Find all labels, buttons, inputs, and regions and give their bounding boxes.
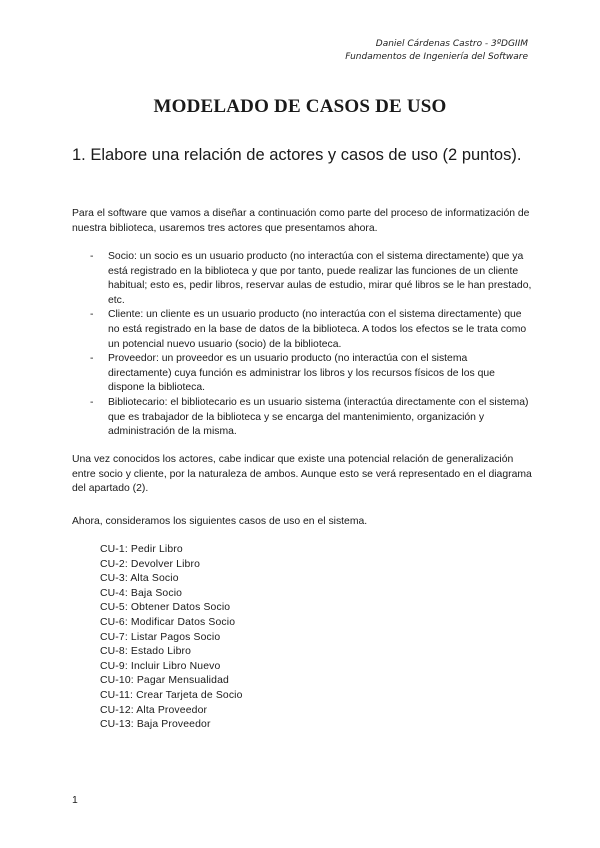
- section-heading: 1. Elabore una relación de actores y casos de uso (2 puntos).: [72, 146, 522, 164]
- use-cases-intro: Ahora, consideramos los siguientes casos de uso en el sistema.: [72, 516, 368, 527]
- intro-paragraph: Para el software que vamos a diseñar a continuación como parte del proceso de informatización de nuestra biblioteca, usaremos tres actores que presentamos ahora.: [72, 208, 530, 234]
- bullet-marker: -: [90, 251, 94, 262]
- header-author: Daniel Cárdenas Castro - 3ºDGIIM: [375, 39, 528, 49]
- list-item: [72, 352, 532, 396]
- list-item: [72, 396, 532, 440]
- use-case-item: CU-10: Pagar Mensualidad: [100, 675, 229, 687]
- bullet-marker: -: [90, 396, 94, 408]
- use-case-item: CU-12: Alta Proveedor: [100, 704, 208, 716]
- use-case-item: CU-11: Crear Tarjeta de Socio: [100, 689, 243, 701]
- actors-list: [72, 250, 532, 440]
- use-case-item: CU-5: Obtener Datos Socio: [100, 602, 231, 614]
- bullet-marker: -: [90, 353, 94, 365]
- use-case-item: CU-8: Estado Libro: [100, 646, 192, 658]
- use-case-item: CU-9: Incluir Libro Nuevo: [100, 660, 221, 672]
- document-title: MODELADO DE CASOS DE USO: [153, 96, 447, 117]
- use-case-item: CU-2: Devolver Libro: [100, 558, 201, 570]
- use-cases-list: [100, 543, 243, 733]
- generalization-paragraph: Una vez conocidos los actores, cabe indicar que existe una potencial relación de generalización entre socio y cliente, por la naturaleza de ambos. Aunque esto se verá representado en el diagrama del apartado (2).: [72, 454, 532, 495]
- actor-text: Proveedor: un proveedor es un usuario producto (no interactúa con el sistema directamente) cuya función es administrar los libros y los recursos físicos de los que dispone la biblioteca.: [108, 353, 495, 394]
- list-item: [72, 250, 532, 308]
- use-case-item: CU-1: Pedir Libro: [100, 544, 183, 555]
- header-subject: Fundamentos de Ingeniería del Software: [345, 52, 528, 62]
- page-number: 1: [72, 795, 78, 806]
- bullet-marker: -: [90, 309, 94, 321]
- use-case-item: CU-13: Baja Proveedor: [100, 719, 211, 731]
- use-case-item: CU-7: Listar Pagos Socio: [100, 631, 221, 643]
- actor-text: Bibliotecario: el bibliotecario es un usuario sistema (interactúa directamente con el sistema) que es trabajador de la biblioteca y se encarga del mantenimiento, organización y administración de la misma.: [108, 396, 529, 438]
- actor-text: Socio: un socio es un usuario producto (no interactúa con el sistema directamente) que ya está registrado en la biblioteca y que por tanto, puede realizar las funciones de un cliente habitual; esto es, pedir libros, reservar aulas de estudio, mirar qué libros se le han prestado, etc.: [108, 251, 532, 306]
- actor-text: Cliente: un cliente es un usuario producto (no interactúa con el sistema directamente) que no está registrado en la base de datos de la biblioteca. A todos los efectos se le trata como un potencial nuevo usuario (socio) de la biblioteca.: [108, 309, 527, 350]
- use-case-item: CU-6: Modificar Datos Socio: [100, 616, 236, 628]
- page-header: [345, 38, 528, 64]
- use-case-item: CU-4: Baja Socio: [100, 587, 183, 599]
- list-item: [72, 308, 532, 352]
- use-case-item: CU-3: Alta Socio: [100, 573, 179, 585]
